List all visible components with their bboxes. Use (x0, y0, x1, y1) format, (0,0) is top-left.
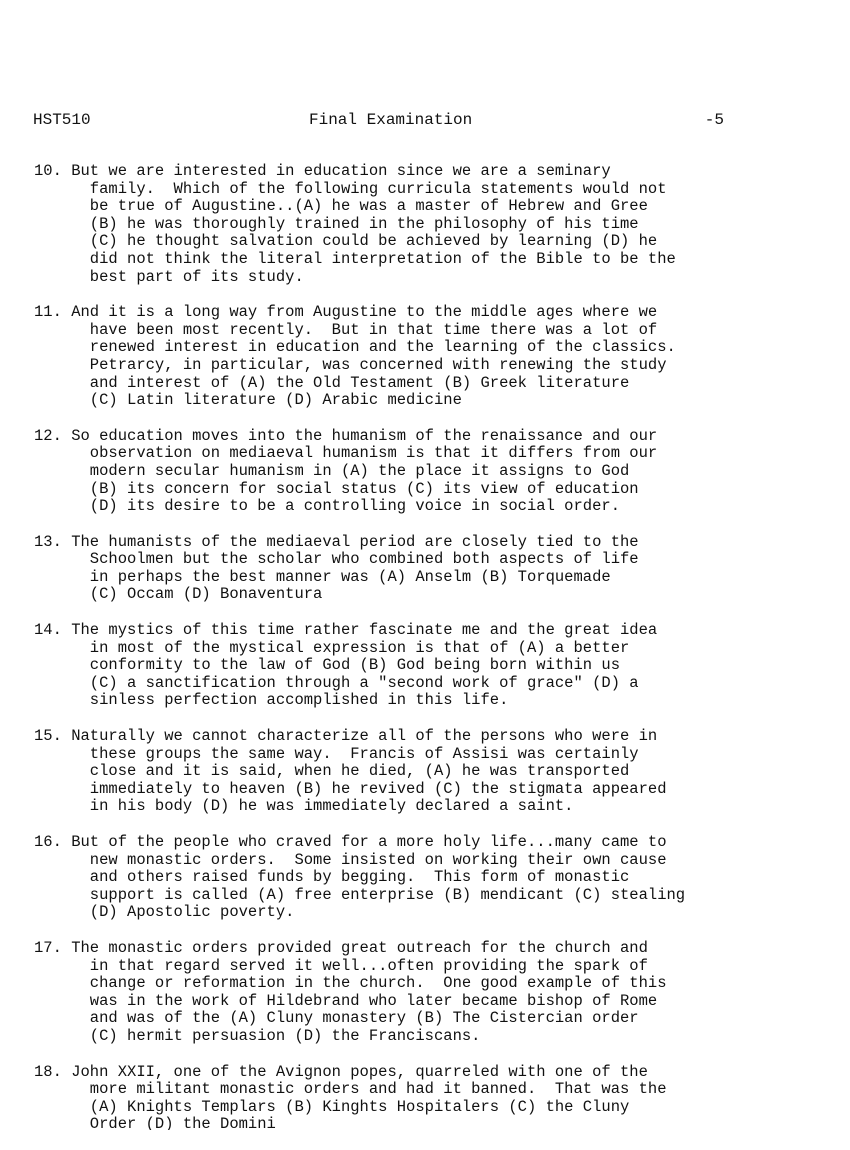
question-line: immediately to heaven (B) he revived (C) the stigmata appeared (34, 779, 667, 798)
question-line: 18. John XXII, one of the Avignon popes, quarreled with one of the (34, 1062, 648, 1081)
question-line: renewed interest in education and the learning of the classics. (34, 338, 676, 357)
question-line: modern secular humanism in (A) the place it assigns to God (34, 461, 630, 480)
question-line: 15. Naturally we cannot characterize all of the persons who were in (34, 727, 658, 746)
question-line: in most of the mystical expression is that of (A) a better (34, 638, 630, 657)
question-line: 12. So education moves into the humanism of the renaissance and our (34, 426, 658, 445)
question-10 (34, 163, 794, 286)
question-line: (B) its concern for social status (C) its view of education (34, 479, 639, 498)
question-line: 11. And it is a long way from Augustine to the middle ages where we (34, 303, 658, 322)
question-line: and interest of (A) the Old Testament (B) Greek literature (34, 373, 630, 392)
question-line: 13. The humanists of the mediaeval period are closely tied to the (34, 532, 639, 551)
question-line: close and it is said, when he died, (A) he was transported (34, 762, 630, 781)
question-line: (C) Occam (D) Bonaventura (34, 585, 323, 604)
question-line: (D) Apostolic poverty. (34, 903, 295, 922)
question-line: was in the work of Hildebrand who later became bishop of Rome (34, 991, 658, 1010)
question-line: new monastic orders. Some insisted on working their own cause (34, 850, 667, 869)
question-18 (34, 1064, 794, 1131)
question-line: 10. But we are interested in education since we are a seminary (34, 162, 611, 180)
question-line: Schoolmen but the scholar who combined both aspects of life (34, 550, 639, 569)
question-line: conformity to the law of God (B) God being born within us (34, 656, 620, 675)
question-line: more militant monastic orders and had it banned. That was the (34, 1080, 667, 1099)
question-line: 16. But of the people who craved for a more holy life...many came to (34, 833, 667, 851)
question-line: have been most recently. But in that time there was a lot of (34, 320, 658, 339)
question-line: family. Which of the following curricula statements would not (34, 179, 667, 198)
question-line: 14. The mystics of this time rather fascinate me and the great idea (34, 621, 658, 640)
exam-title: Final Examination (309, 111, 473, 129)
question-line: (C) he thought salvation could be achieved by learning (D) he (34, 232, 658, 251)
question-list (34, 163, 794, 1148)
question-line: change or reformation in the church. One good example of this (34, 974, 667, 993)
question-line: these groups the same way. Francis of Assisi was certainly (34, 744, 639, 763)
question-line: (B) he was thoroughly trained in the philosophy of his time (34, 214, 639, 233)
question-line: Petrarcy, in particular, was concerned with renewing the study (34, 355, 667, 374)
question-line: and others raised funds by begging. This form of monastic (34, 868, 630, 887)
question-line: observation on mediaeval humanism is that it differs from our (34, 444, 658, 463)
question-line: support is called (A) free enterprise (B) mendicant (C) stealing (34, 885, 686, 904)
question-line: in perhaps the best manner was (A) Anselm (B) Torquemade (34, 567, 611, 586)
question-line: Order (D) the Domini (34, 1116, 276, 1131)
course-code: HST510 (33, 111, 91, 129)
page-number: -5 (704, 111, 724, 129)
question-12 (34, 428, 794, 516)
question-line: (A) Knights Templars (B) Kinghts Hospitalers (C) the Cluny (34, 1097, 630, 1116)
question-line: in that regard served it well...often providing the spark of (34, 956, 648, 975)
question-line: (D) its desire to be a controlling voice in social order. (34, 497, 620, 516)
question-line: in his body (D) he was immediately declared a saint. (34, 797, 574, 816)
question-line: best part of its study. (34, 267, 304, 286)
question-17 (34, 940, 794, 1046)
question-line: and was of the (A) Cluny monastery (B) The Cistercian order (34, 1009, 639, 1028)
question-13 (34, 534, 794, 604)
question-line: 17. The monastic orders provided great outreach for the church and (34, 938, 648, 957)
question-11 (34, 304, 794, 410)
question-15 (34, 728, 794, 816)
question-line: be true of Augustine..(A) he was a master of Hebrew and Gree (34, 197, 648, 216)
page-header (33, 109, 733, 131)
question-line: (C) Latin literature (D) Arabic medicine (34, 391, 462, 410)
question-line: did not think the literal interpretation of the Bible to be the (34, 249, 676, 268)
question-line: (C) a sanctification through a "second work of grace" (D) a (34, 673, 639, 692)
question-line: sinless perfection accomplished in this life. (34, 691, 509, 710)
question-16 (34, 834, 794, 922)
question-line: (C) hermit persuasion (D) the Franciscans. (34, 1026, 481, 1045)
question-14 (34, 622, 794, 710)
